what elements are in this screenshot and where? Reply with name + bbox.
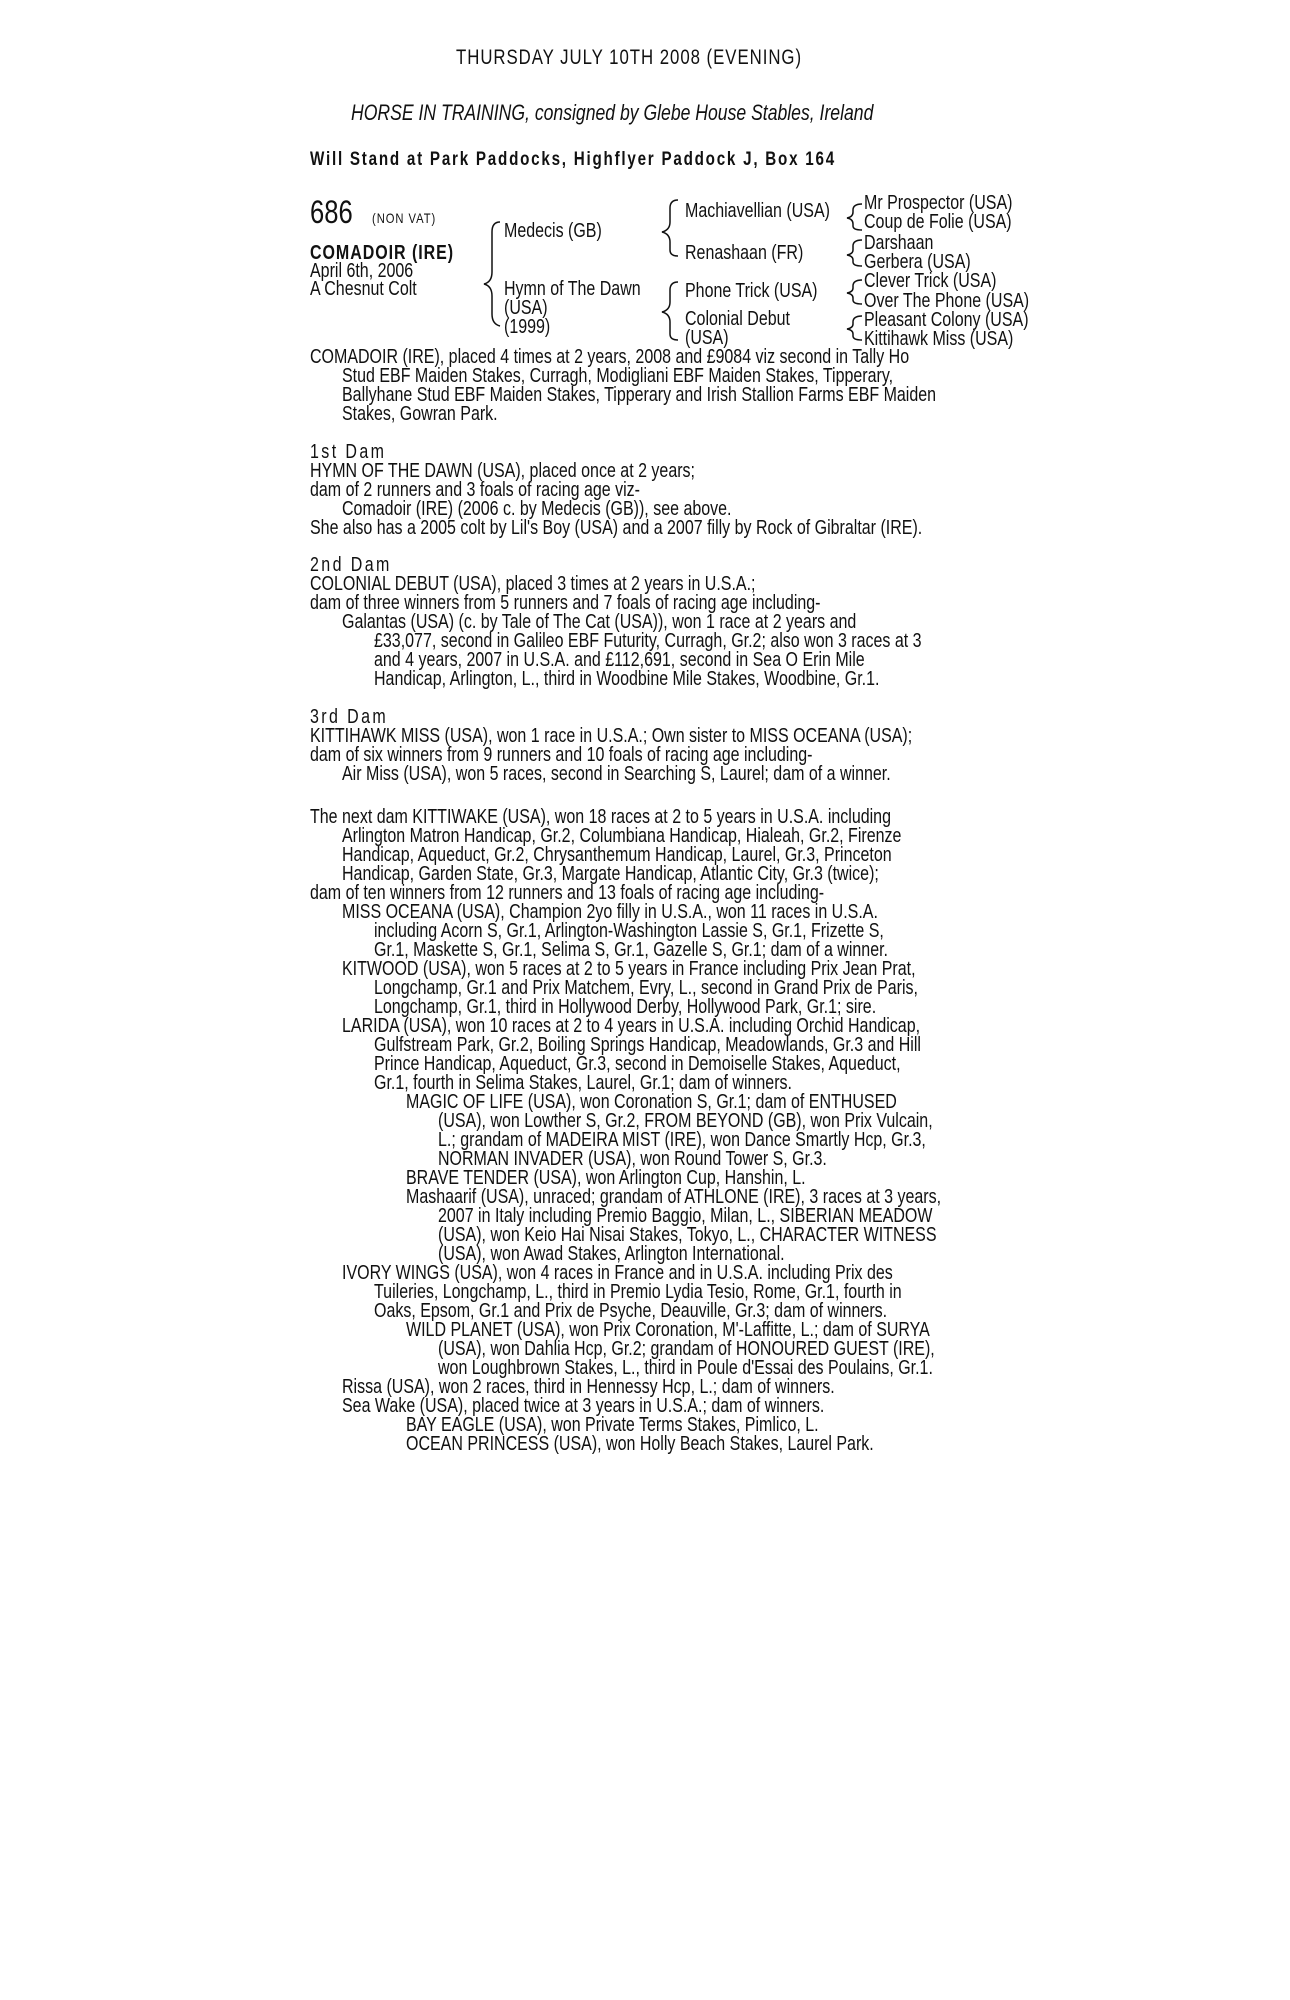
next-dam-line: (USA), won Keio Hai Nisai Stakes, Tokyo, L., CHARACTER WITNESS	[438, 1224, 937, 1246]
second-dam-line: and 4 years, 2007 in U.S.A. and £112,691, second in Sea O Erin Mile	[374, 649, 865, 671]
second-dam-line: £33,077, second in Galileo EBF Futurity, Curragh, Gr.2; also won 3 races at 3	[374, 630, 922, 652]
next-dam-line: L.; grandam of MADEIRA MIST (IRE), won Dance Smartly Hcp, Gr.3,	[438, 1129, 926, 1151]
pedigree-dss: Clever Trick (USA)	[864, 270, 997, 292]
next-dam-line: Gr.1, Maskette S, Gr.1, Selima S, Gr.1, Gazelle S, Gr.1; dam of a winner.	[374, 939, 888, 961]
pedigree-dam-line2: (USA)	[504, 297, 548, 319]
next-dam-line: WILD PLANET (USA), won Prix Coronation, M'-Laffitte, L.; dam of SURYA	[406, 1319, 930, 1341]
vat-status: (NON VAT)	[372, 210, 437, 226]
pedigree-ddd: Kittihawk Miss (USA)	[864, 328, 1014, 350]
next-dam-line: (USA), won Dahlia Hcp, Gr.2; grandam of HONOURED GUEST (IRE),	[438, 1338, 935, 1360]
pedigree-sire-sire: Machiavellian (USA)	[685, 200, 830, 222]
next-dam-line: Longchamp, Gr.1, third in Hollywood Derby, Hollywood Park, Gr.1; sire.	[374, 996, 877, 1018]
pedigree-dam-sire: Phone Trick (USA)	[685, 280, 818, 302]
next-dam-line: Handicap, Garden State, Gr.3, Margate Handicap, Atlantic City, Gr.3 (twice);	[342, 863, 879, 885]
first-dam-line: Comadoir (IRE) (2006 c. by Medecis (GB)), see above.	[342, 498, 732, 520]
second-dam-heading: 2nd Dam	[310, 554, 392, 576]
pedigree-sdd: Gerbera (USA)	[864, 251, 971, 273]
pedigree-dam-line3: (1999)	[504, 316, 551, 338]
next-dam-line: KITWOOD (USA), won 5 races at 2 to 5 years in France including Prix Jean Prat,	[342, 958, 916, 980]
pedigree-dam-dam-line1: Colonial Debut	[685, 308, 790, 330]
race-record-line: Stud EBF Maiden Stakes, Curragh, Modigliani EBF Maiden Stakes, Tipperary,	[342, 365, 894, 387]
pedigree-brackets	[0, 0, 1290, 360]
next-dam-line: won Loughbrown Stakes, L., third in Poule d'Essai des Poulains, Gr.1.	[438, 1357, 933, 1379]
pedigree-dam-line1: Hymn of The Dawn	[504, 278, 641, 300]
next-dam-line: dam of ten winners from 12 runners and 13 foals of racing age including-	[310, 882, 825, 904]
next-dam-line: including Acorn S, Gr.1, Arlington-Washington Lassie S, Gr.1, Frizette S,	[374, 920, 884, 942]
next-dam-line: IVORY WINGS (USA), won 4 races in France and in U.S.A. including Prix des	[342, 1262, 893, 1284]
next-dam-line: NORMAN INVADER (USA), won Round Tower S, Gr.3.	[438, 1148, 827, 1170]
first-dam-line: HYMN OF THE DAWN (USA), placed once at 2 years;	[310, 460, 695, 482]
next-dam-line: Gr.1, fourth in Selima Stakes, Laurel, Gr.1; dam of winners.	[374, 1072, 792, 1094]
pedigree-sss: Mr Prospector (USA)	[864, 192, 1013, 214]
third-dam-line: KITTIHAWK MISS (USA), won 1 race in U.S.A.; Own sister to MISS OCEANA (USA);	[310, 725, 913, 747]
location-line: Will Stand at Park Paddocks, Highflyer Paddock J, Box 164	[310, 149, 836, 170]
next-dam-line: Handicap, Aqueduct, Gr.2, Chrysanthemum Handicap, Laurel, Gr.3, Princeton	[342, 844, 892, 866]
third-dam-heading: 3rd Dam	[310, 706, 389, 728]
foaling-date: April 6th, 2006	[310, 260, 414, 282]
second-dam-line: COLONIAL DEBUT (USA), placed 3 times at 2 years in U.S.A.;	[310, 573, 756, 595]
horse-description: A Chesnut Colt	[310, 278, 417, 300]
pedigree-dam-dam-line2: (USA)	[685, 327, 729, 349]
pedigree-sds: Darshaan	[864, 232, 934, 254]
next-dam-line: Tuileries, Longchamp, L., third in Premio Lydia Tesio, Rome, Gr.1, fourth in	[374, 1281, 902, 1303]
pedigree-sire: Medecis (GB)	[504, 220, 602, 242]
next-dam-line: BRAVE TENDER (USA), won Arlington Cup, Hanshin, L.	[406, 1167, 806, 1189]
next-dam-line: Gulfstream Park, Gr.2, Boiling Springs Handicap, Meadowlands, Gr.3 and Hill	[374, 1034, 921, 1056]
consignment-line: HORSE IN TRAINING, consigned by Glebe House Stables, Ireland	[351, 100, 874, 125]
next-dam-line: Arlington Matron Handicap, Gr.2, Columbiana Handicap, Hialeah, Gr.2, Firenze	[342, 825, 902, 847]
pedigree-dsd: Over The Phone (USA)	[864, 290, 1030, 312]
next-dam-line: MISS OCEANA (USA), Champion 2yo filly in U.S.A., won 11 races in U.S.A.	[342, 901, 878, 923]
first-dam-line: dam of 2 runners and 3 foals of racing age viz-	[310, 479, 640, 501]
next-dam-line: MAGIC OF LIFE (USA), won Coronation S, Gr.1; dam of ENTHUSED	[406, 1091, 897, 1113]
next-dam-line: (USA), won Lowther S, Gr.2, FROM BEYOND (GB), won Prix Vulcain,	[438, 1110, 933, 1132]
pedigree-ssd: Coup de Folie (USA)	[864, 211, 1012, 233]
horse-name: COMADOIR (IRE)	[310, 242, 455, 264]
next-dam-line: Sea Wake (USA), placed twice at 3 years in U.S.A.; dam of winners.	[342, 1395, 825, 1417]
pedigree-dds: Pleasant Colony (USA)	[864, 309, 1029, 331]
third-dam-line: dam of six winners from 9 runners and 10 foals of racing age including-	[310, 744, 813, 766]
next-dam-line: Prince Handicap, Aqueduct, Gr.3, second in Demoiselle Stakes, Aqueduct,	[374, 1053, 901, 1075]
first-dam-heading: 1st Dam	[310, 441, 387, 463]
next-dam-line: Mashaarif (USA), unraced; grandam of ATHLONE (IRE), 3 races at 3 years,	[406, 1186, 942, 1208]
next-dam-line: OCEAN PRINCESS (USA), won Holly Beach Stakes, Laurel Park.	[406, 1433, 874, 1455]
next-dam-line: Oaks, Epsom, Gr.1 and Prix de Psyche, Deauville, Gr.3; dam of winners.	[374, 1300, 888, 1322]
next-dam-line: 2007 in Italy including Premio Baggio, Milan, L., SIBERIAN MEADOW	[438, 1205, 933, 1227]
lot-number: 686	[310, 194, 353, 230]
race-record-line: Ballyhane Stud EBF Maiden Stakes, Tipperary and Irish Stallion Farms EBF Maiden	[342, 384, 937, 406]
next-dam-line: BAY EAGLE (USA), won Private Terms Stakes, Pimlico, L.	[406, 1414, 819, 1436]
third-dam-line: Air Miss (USA), won 5 races, second in Searching S, Laurel; dam of a winner.	[342, 763, 891, 785]
second-dam-line: Handicap, Arlington, L., third in Woodbine Mile Stakes, Woodbine, Gr.1.	[374, 668, 880, 690]
next-dam-line: Longchamp, Gr.1 and Prix Matchem, Evry, L., second in Grand Prix de Paris,	[374, 977, 918, 999]
second-dam-line: Galantas (USA) (c. by Tale of The Cat (USA)), won 1 race at 2 years and	[342, 611, 857, 633]
sale-date-heading: THURSDAY JULY 10TH 2008 (EVENING)	[456, 46, 802, 69]
pedigree-sire-dam: Renashaan (FR)	[685, 242, 804, 264]
second-dam-line: dam of three winners from 5 runners and 7 foals of racing age including-	[310, 592, 821, 614]
next-dam-line: LARIDA (USA), won 10 races at 2 to 4 years in U.S.A. including Orchid Handicap,	[342, 1015, 921, 1037]
first-dam-line: She also has a 2005 colt by Lil's Boy (USA) and a 2007 filly by Rock of Gibraltar (IRE).	[310, 517, 923, 539]
race-record-line: Stakes, Gowran Park.	[342, 403, 498, 425]
next-dam-line: The next dam KITTIWAKE (USA), won 18 races at 2 to 5 years in U.S.A. including	[310, 806, 891, 828]
race-record-line: COMADOIR (IRE), placed 4 times at 2 years, 2008 and £9084 viz second in Tally Ho	[310, 346, 910, 368]
next-dam-line: Rissa (USA), won 2 races, third in Hennessy Hcp, L.; dam of winners.	[342, 1376, 835, 1398]
next-dam-line: (USA), won Awad Stakes, Arlington International.	[438, 1243, 785, 1265]
